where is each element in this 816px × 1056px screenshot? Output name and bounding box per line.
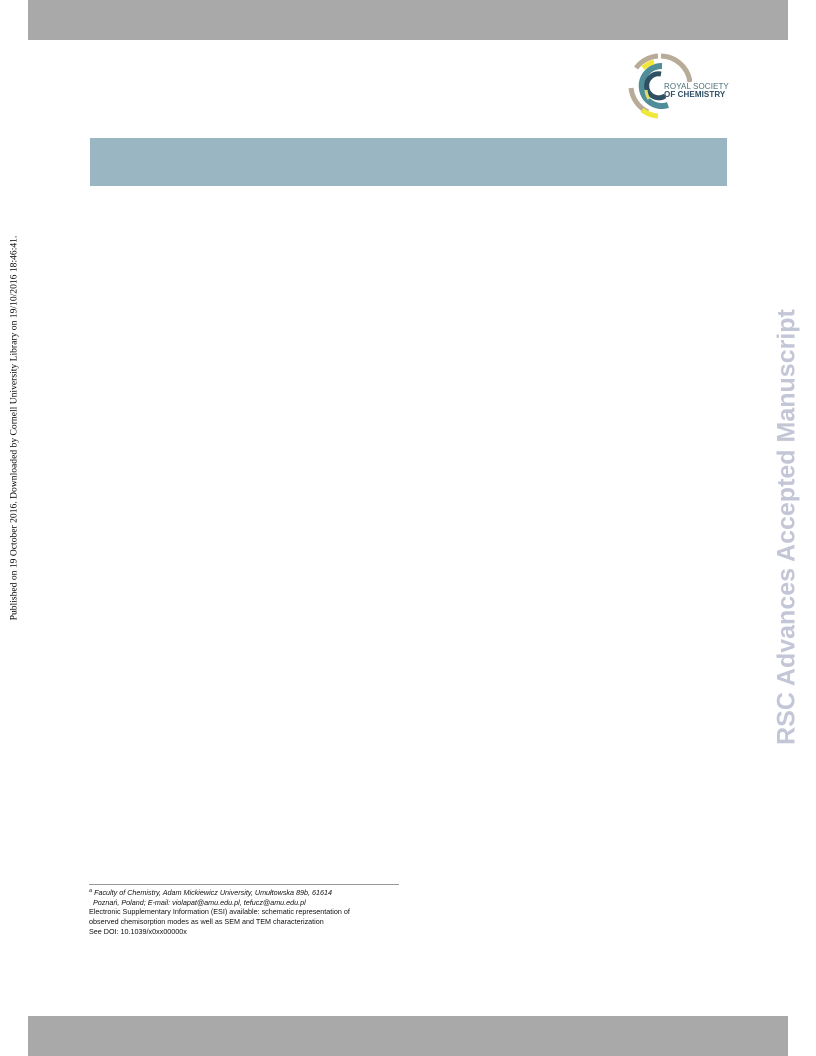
rsc-logo <box>628 52 738 120</box>
logo-text-royal-society: ROYAL SOCIETY <box>664 82 729 91</box>
affiliation-mark: a <box>89 888 93 894</box>
accepted-manuscript-watermark-text: RSC Advances Accepted Manuscript <box>772 309 801 745</box>
esi-line-2: observed chemisorption modes as well as SEM and TEM characterization <box>89 917 324 927</box>
footnote-divider <box>89 884 399 885</box>
top-gray-band <box>28 0 788 40</box>
published-side-note-text: Published on 19 October 2016. Downloaded by Cornell University Library on 19/10/2016 18:46:41. <box>8 235 20 621</box>
affiliation-line-1 <box>89 888 419 898</box>
esi-line-1: Electronic Supplementary Information (ESI) available: schematic representation of <box>89 907 350 917</box>
footnotes <box>89 888 419 937</box>
affiliation-line-2: Poznań, Poland; E-mail: violapat@amu.edu.pl, tefucz@amu.edu.pl <box>93 897 306 907</box>
article-header-box <box>90 138 727 186</box>
logo-text-of-chemistry: OF CHEMISTRY <box>664 90 726 99</box>
doi-line: See DOI: 10.1039/x0xx00000x <box>89 926 187 936</box>
bottom-gray-band <box>28 1016 788 1056</box>
affiliation-text-1: Faculty of Chemistry, Adam Mickiewicz University, Umułtowska 89b, 61614 <box>94 888 332 897</box>
